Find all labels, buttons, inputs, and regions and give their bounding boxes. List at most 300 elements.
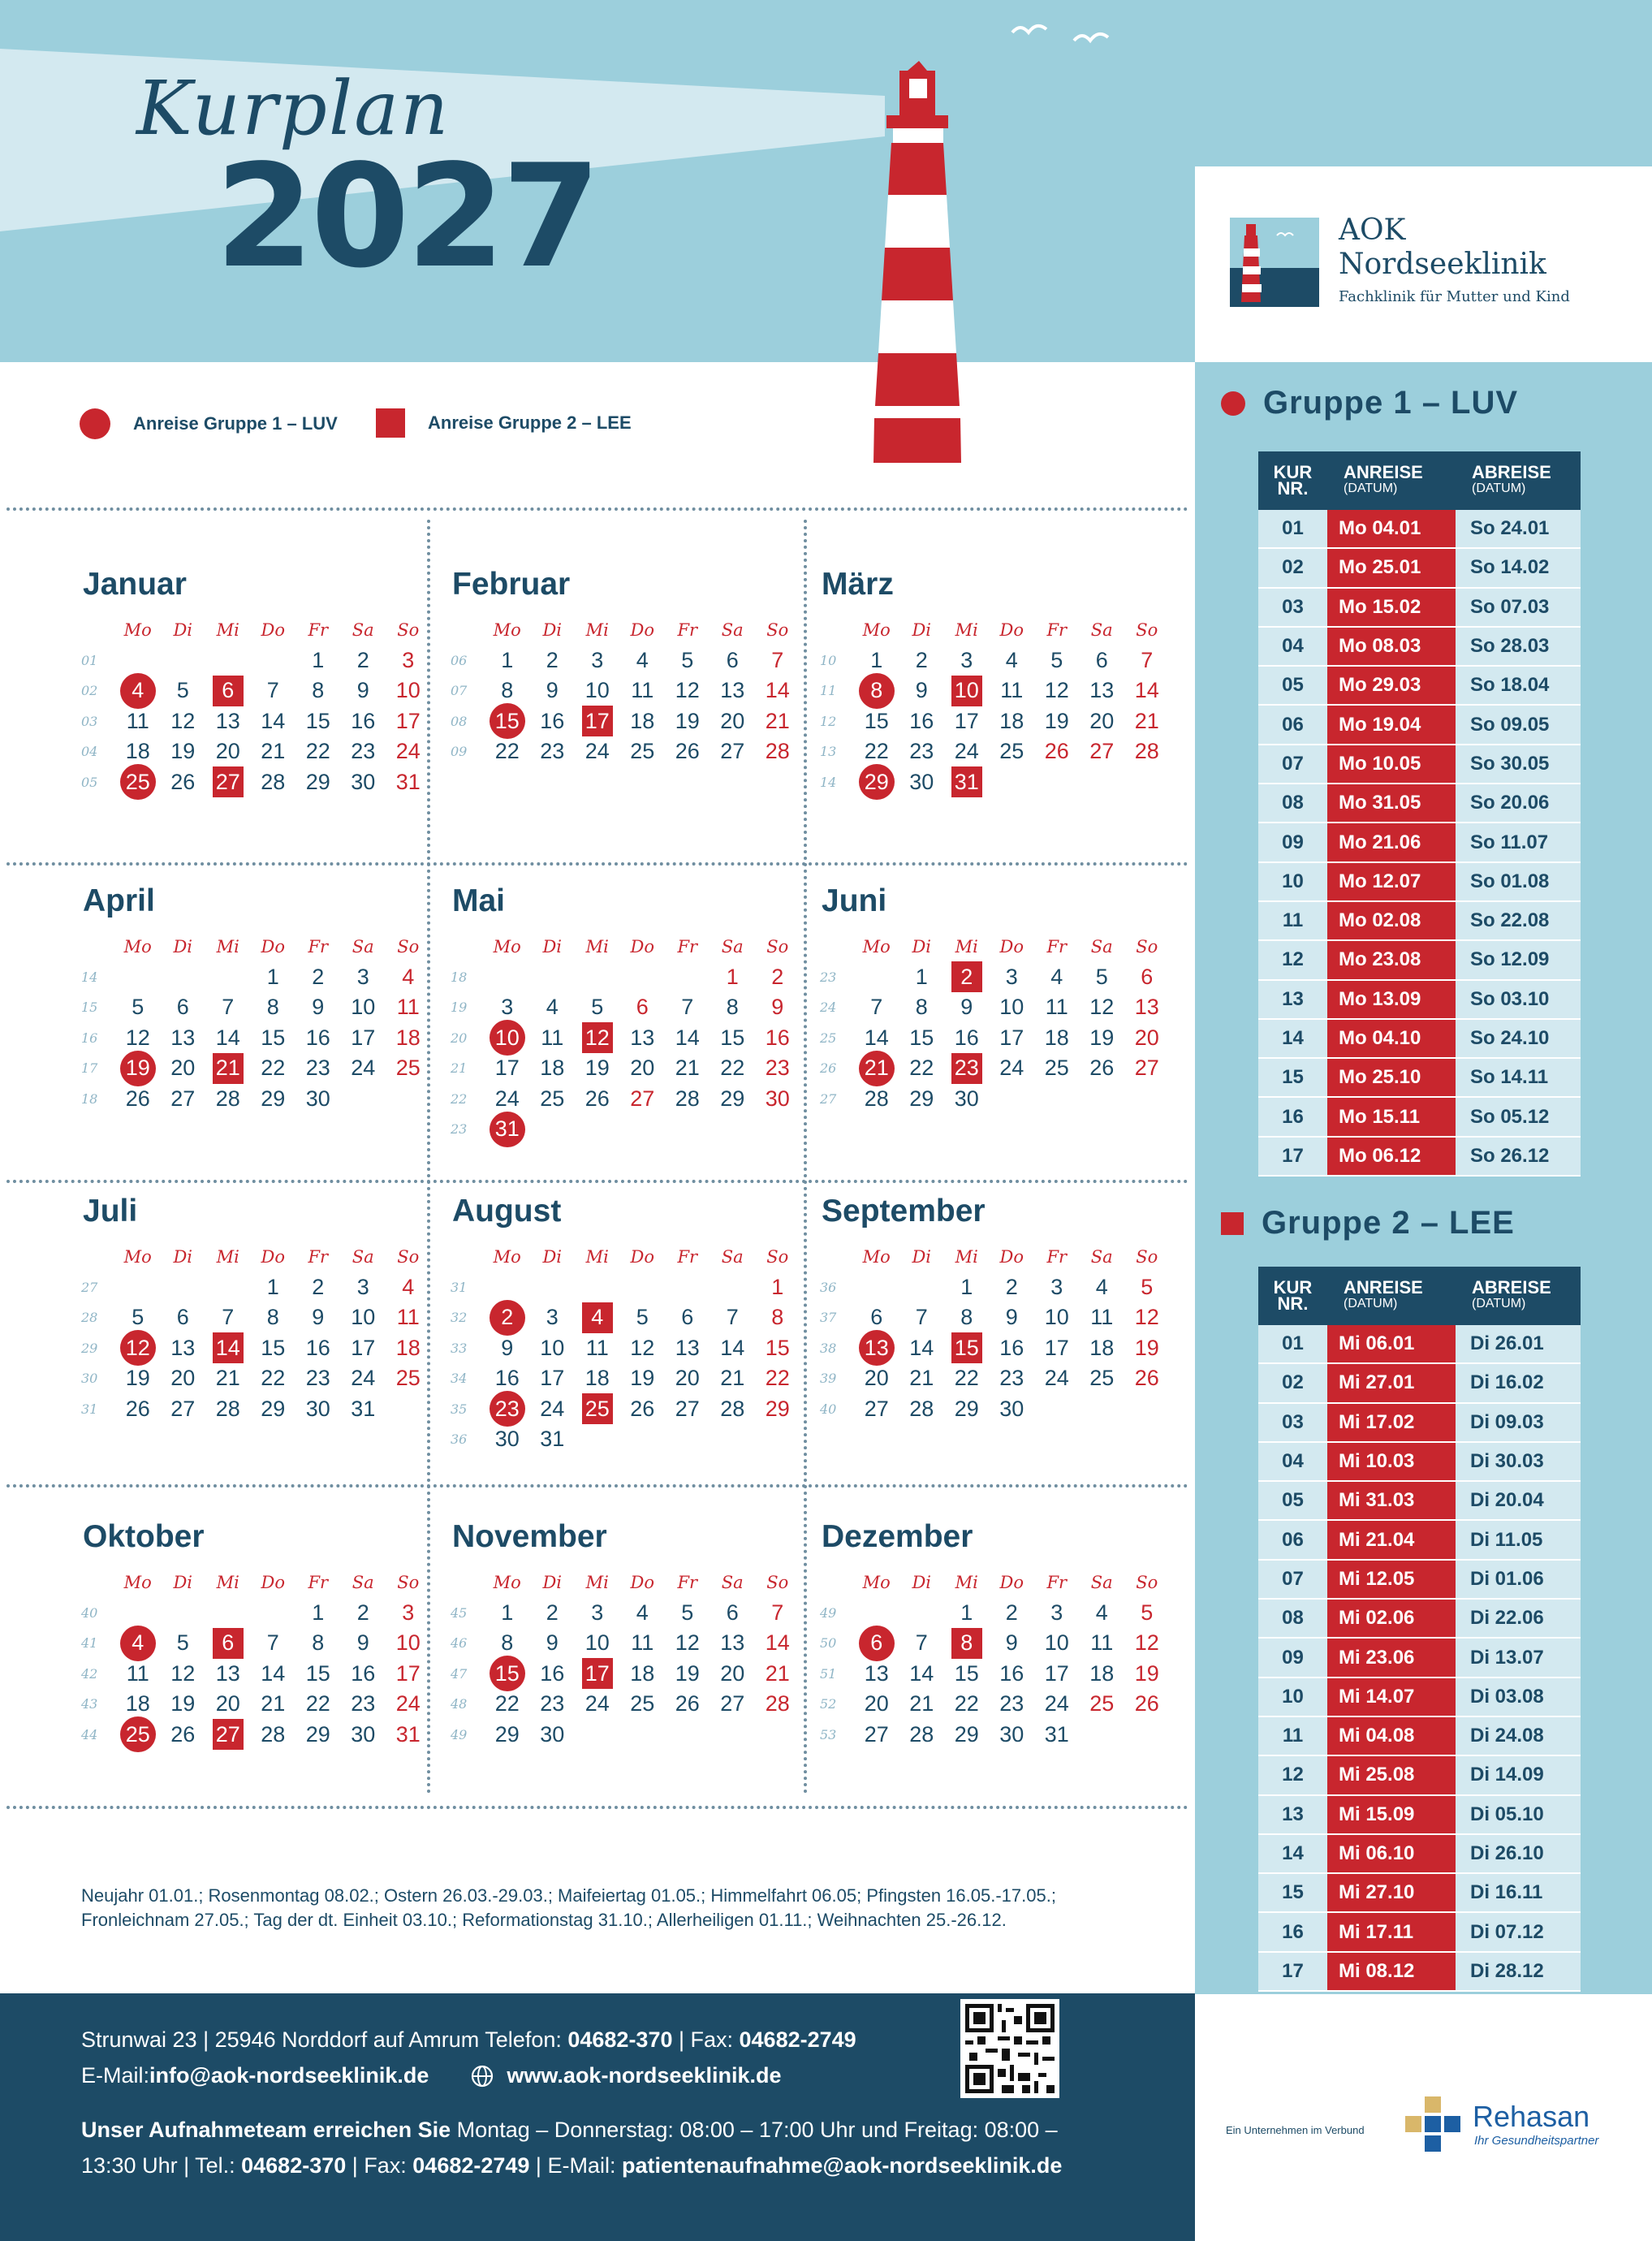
day-cell: 23 — [999, 1691, 1024, 1716]
day-cell: 2 — [312, 1274, 325, 1299]
day-cell: 3 — [591, 647, 604, 672]
arrival-date: Mi 23.06 — [1327, 1639, 1456, 1676]
day-cell: 17 — [351, 1335, 376, 1360]
day-cell: 20 — [630, 1056, 655, 1081]
day-cell: 24 — [954, 739, 979, 764]
week-number: 39 — [820, 1371, 837, 1387]
day-cell: 6 — [681, 1305, 694, 1330]
day-cell: 14 — [765, 678, 790, 703]
departure-date: Di 09.03 — [1456, 1404, 1581, 1441]
day-cell: 4 — [546, 995, 559, 1020]
email-link[interactable]: info@aok-nordseeklinik.de — [149, 2063, 429, 2088]
weekday-header: Mi — [955, 1246, 978, 1267]
month-grid — [820, 1567, 1193, 1750]
week-number: 13 — [820, 744, 837, 760]
day-cell-group2-arrival: 27 — [213, 1719, 244, 1750]
table-row — [1258, 1717, 1581, 1756]
day-cell-group2-arrival: 17 — [582, 1658, 613, 1689]
day-cell: 14 — [215, 1025, 240, 1050]
arrival-date: Mo 04.10 — [1327, 1020, 1456, 1057]
day-cell: 9 — [356, 1630, 369, 1656]
week-number: 08 — [451, 713, 468, 729]
day-cell: 21 — [215, 1366, 240, 1391]
weekday-header: Mo — [862, 936, 891, 956]
day-cell: 27 — [630, 1086, 655, 1111]
day-cell: 17 — [395, 1660, 421, 1686]
day-cell: 30 — [540, 1721, 565, 1747]
weekday-header: So — [397, 1572, 420, 1592]
departure-date: So 12.09 — [1456, 941, 1581, 978]
arrival-date: Mo 12.07 — [1327, 863, 1456, 900]
day-cell: 16 — [999, 1660, 1024, 1686]
day-cell: 24 — [999, 1056, 1024, 1081]
day-cell: 19 — [675, 1660, 700, 1686]
email-label: E-Mail: — [81, 2063, 150, 2088]
day-cell: 18 — [125, 1691, 150, 1716]
day-cell: 12 — [170, 708, 196, 733]
day-cell: 28 — [765, 1691, 790, 1716]
weekday-header: Mi — [585, 1572, 609, 1592]
week-number: 45 — [451, 1604, 468, 1621]
day-cell: 20 — [720, 708, 745, 733]
month-name: Oktober — [83, 1519, 205, 1554]
day-cell: 11 — [541, 1025, 564, 1050]
weekday-header: Di — [173, 936, 193, 956]
day-cell: 10 — [351, 1305, 376, 1330]
website-link[interactable]: www.aok-nordseeklinik.de — [507, 2063, 782, 2088]
week-number: 26 — [820, 1060, 837, 1077]
col-anreise-label: ANREISE — [1344, 1277, 1423, 1298]
month-grid — [451, 931, 824, 1145]
table-row — [1258, 1953, 1581, 1992]
kur-number: 16 — [1258, 1098, 1327, 1135]
weekday-header: Do — [261, 1572, 285, 1592]
day-cell: 12 — [675, 678, 700, 703]
day-cell: 21 — [909, 1366, 934, 1391]
departure-date: Di 24.08 — [1456, 1717, 1581, 1755]
day-cell-group2-arrival: 10 — [951, 676, 982, 706]
week-number: 35 — [451, 1401, 468, 1417]
col-kur-a: KUR — [1273, 1277, 1313, 1298]
month-name: August — [452, 1194, 562, 1228]
day-cell: 11 — [396, 995, 420, 1020]
weekday-header: Sa — [721, 620, 744, 640]
weekday-header: Mi — [216, 620, 239, 640]
day-cell: 21 — [765, 708, 790, 733]
day-cell: 5 — [1050, 647, 1063, 672]
day-cell: 5 — [176, 1630, 189, 1656]
weekday-header: So — [397, 1246, 420, 1267]
day-cell: 17 — [954, 708, 979, 733]
day-cell: 2 — [312, 964, 325, 989]
group2-panel — [1195, 1182, 1652, 1994]
footer-team-line1 — [81, 2118, 1058, 2143]
partner-name: Rehasan — [1473, 2100, 1590, 2133]
title-kurplan: Kurplan — [136, 65, 451, 152]
col-anreise-sub: (DATUM) — [1344, 481, 1398, 495]
kur-number: 15 — [1258, 1874, 1327, 1911]
day-cell: 16 — [765, 1025, 790, 1050]
day-cell: 31 — [395, 769, 421, 794]
col-kur — [1258, 451, 1327, 510]
square-marker-icon — [1221, 1212, 1244, 1235]
table-row — [1258, 784, 1581, 823]
week-number: 36 — [820, 1279, 837, 1295]
month-name: September — [822, 1194, 986, 1228]
month-grid — [820, 1241, 1193, 1424]
week-number: 31 — [451, 1279, 468, 1295]
day-cell: 27 — [1134, 1056, 1159, 1081]
departure-date: So 30.05 — [1456, 745, 1581, 783]
weekday-header: Mo — [493, 1572, 521, 1592]
table-row — [1258, 823, 1581, 862]
col-abreise-sub: (DATUM) — [1472, 481, 1526, 495]
day-cell: 24 — [1044, 1366, 1069, 1391]
weekday-header: Do — [630, 1572, 654, 1592]
weekday-header: Do — [999, 1246, 1024, 1267]
kur-number: 05 — [1258, 1482, 1327, 1519]
day-cell: 6 — [726, 1600, 739, 1625]
departure-date: Di 11.05 — [1456, 1521, 1581, 1558]
day-cell: 20 — [170, 1056, 196, 1081]
day-cell: 28 — [909, 1721, 934, 1747]
day-cell: 23 — [999, 1366, 1024, 1391]
day-cell: 15 — [305, 708, 330, 733]
day-cell: 27 — [170, 1396, 196, 1421]
team-fax-label: | Fax: — [346, 2153, 413, 2178]
kur-number: 16 — [1258, 1913, 1327, 1950]
day-cell: 27 — [170, 1086, 196, 1111]
day-cell: 3 — [1050, 1600, 1063, 1625]
arrival-date: Mo 10.05 — [1327, 745, 1456, 783]
day-cell: 11 — [1090, 1305, 1114, 1330]
day-cell: 21 — [720, 1366, 745, 1391]
table-row — [1258, 1482, 1581, 1521]
month-grid — [451, 615, 824, 767]
phone-link[interactable]: 04682-370 — [567, 2027, 673, 2052]
week-number: 52 — [820, 1696, 837, 1712]
table-row — [1258, 589, 1581, 628]
day-cell-group1-arrival: 25 — [120, 1716, 156, 1752]
day-cell: 13 — [720, 1630, 745, 1656]
col-anreise — [1327, 1267, 1456, 1325]
month-november — [451, 1521, 824, 1750]
day-cell-group1-arrival: 6 — [859, 1626, 895, 1661]
day-cell: 28 — [215, 1396, 240, 1421]
day-cell: 8 — [501, 678, 514, 703]
day-cell-group2-arrival: 23 — [951, 1053, 982, 1084]
day-cell: 18 — [630, 708, 655, 733]
day-cell: 2 — [915, 647, 928, 672]
day-cell: 12 — [1089, 995, 1115, 1020]
month-grid — [451, 1567, 824, 1750]
month-name: April — [83, 883, 155, 918]
col-kur-b: NR. — [1277, 1293, 1309, 1314]
day-cell: 26 — [1089, 1056, 1115, 1081]
team-phone-link[interactable]: 04682-370 — [241, 2153, 347, 2178]
month-may — [451, 885, 824, 1145]
day-cell: 26 — [1044, 739, 1069, 764]
day-cell-group1-arrival: 8 — [859, 673, 895, 709]
day-cell: 22 — [909, 1056, 934, 1081]
week-number: 14 — [81, 969, 98, 985]
day-cell: 1 — [726, 964, 739, 989]
day-cell: 23 — [909, 739, 934, 764]
arrival-date: Mo 21.06 — [1327, 823, 1456, 861]
partner-note: Ein Unternehmen im Verbund — [1226, 2124, 1365, 2136]
week-number: 46 — [451, 1635, 468, 1652]
day-cell: 26 — [584, 1086, 610, 1111]
table-row — [1258, 1913, 1581, 1952]
arrival-date: Mi 04.08 — [1327, 1717, 1456, 1755]
weekday-header: Sa — [1090, 620, 1113, 640]
logo-box — [1195, 166, 1652, 362]
day-cell-group1-arrival: 13 — [859, 1330, 895, 1366]
kur-number: 12 — [1258, 1756, 1327, 1794]
day-cell: 22 — [261, 1366, 286, 1391]
day-cell: 26 — [675, 739, 700, 764]
kur-number: 11 — [1258, 1717, 1327, 1755]
week-number: 27 — [81, 1279, 98, 1295]
weekday-header: Fr — [308, 620, 329, 640]
week-number: 12 — [820, 713, 837, 729]
day-cell: 5 — [1095, 964, 1108, 989]
day-cell: 25 — [540, 1086, 565, 1111]
day-cell: 11 — [631, 678, 654, 703]
weekday-header: Do — [999, 1572, 1024, 1592]
day-cell: 30 — [305, 1086, 330, 1111]
weekday-header: So — [397, 620, 420, 640]
kur-number: 10 — [1258, 1678, 1327, 1716]
day-cell: 14 — [261, 1660, 286, 1686]
day-cell: 27 — [720, 1691, 745, 1716]
table-row — [1258, 667, 1581, 706]
day-cell: 4 — [636, 647, 649, 672]
group1-table — [1258, 451, 1581, 1177]
table-row — [1258, 981, 1581, 1020]
weekday-header: So — [1136, 620, 1158, 640]
kur-number: 08 — [1258, 1600, 1327, 1637]
day-cell: 12 — [125, 1025, 150, 1050]
day-cell: 13 — [675, 1335, 700, 1360]
day-cell: 8 — [266, 1305, 279, 1330]
day-cell-group1-arrival: 23 — [490, 1391, 525, 1427]
day-cell: 9 — [960, 995, 973, 1020]
weekday-header: So — [1136, 1246, 1158, 1267]
holiday-list — [81, 1884, 1153, 1932]
day-cell: 16 — [351, 1660, 376, 1686]
day-cell: 9 — [546, 678, 559, 703]
table-row — [1258, 510, 1581, 549]
day-cell: 12 — [1134, 1305, 1159, 1330]
day-cell: 29 — [765, 1396, 790, 1421]
month-grid — [81, 1567, 455, 1750]
divider — [6, 1806, 1188, 1809]
day-cell-group1-arrival: 12 — [120, 1330, 156, 1366]
day-cell: 12 — [1044, 678, 1069, 703]
day-cell: 28 — [864, 1086, 889, 1111]
day-cell: 8 — [266, 995, 279, 1020]
day-cell: 5 — [591, 995, 604, 1020]
week-number: 37 — [820, 1310, 837, 1326]
day-cell-group1-arrival: 31 — [490, 1112, 525, 1147]
day-cell: 13 — [170, 1025, 196, 1050]
day-cell: 6 — [176, 995, 189, 1020]
departure-date: So 20.06 — [1456, 784, 1581, 822]
day-cell: 15 — [765, 1335, 790, 1360]
footer-team-line2 — [81, 2153, 1062, 2178]
weekday-header: Di — [912, 1572, 932, 1592]
weekday-header: Fr — [1046, 1246, 1068, 1267]
day-cell: 3 — [402, 647, 415, 672]
day-cell: 19 — [1089, 1025, 1115, 1050]
day-cell: 10 — [584, 1630, 610, 1656]
day-cell: 5 — [636, 1305, 649, 1330]
day-cell: 8 — [312, 678, 325, 703]
day-cell-group2-arrival: 14 — [213, 1332, 244, 1363]
day-cell: 19 — [584, 1056, 610, 1081]
day-cell: 25 — [1089, 1691, 1115, 1716]
departure-date: Di 14.09 — [1456, 1756, 1581, 1794]
kur-number: 02 — [1258, 549, 1327, 586]
day-cell: 31 — [540, 1427, 565, 1452]
day-cell: 18 — [395, 1335, 421, 1360]
table-header — [1258, 451, 1581, 510]
day-cell: 11 — [631, 1630, 654, 1656]
weekday-header: Fr — [677, 1572, 698, 1592]
day-cell: 16 — [305, 1025, 330, 1050]
day-cell: 29 — [954, 1396, 979, 1421]
team-mail-label: | E-Mail: — [529, 2153, 622, 2178]
day-cell: 14 — [909, 1335, 934, 1360]
weekday-header: Mo — [123, 1572, 152, 1592]
day-cell: 10 — [395, 1630, 421, 1656]
day-cell: 15 — [909, 1025, 934, 1050]
day-cell: 1 — [960, 1274, 973, 1299]
lighthouse-icon — [869, 61, 974, 467]
day-cell: 1 — [501, 1600, 514, 1625]
day-cell: 16 — [954, 1025, 979, 1050]
day-cell: 22 — [494, 1691, 520, 1716]
clinic-logo-icon — [1230, 218, 1319, 307]
weekday-header: Mo — [123, 936, 152, 956]
departure-date: So 26.12 — [1456, 1138, 1581, 1175]
day-cell: 9 — [771, 995, 784, 1020]
weekday-header: Mi — [955, 620, 978, 640]
arrival-date: Mi 08.12 — [1327, 1953, 1456, 1990]
day-cell: 1 — [870, 647, 883, 672]
day-cell: 11 — [585, 1335, 609, 1360]
day-cell: 19 — [1044, 708, 1069, 733]
footer-contact-line — [81, 2063, 782, 2088]
arrival-date: Mo 25.01 — [1327, 549, 1456, 586]
weekday-header: Mo — [123, 1246, 152, 1267]
day-cell: 3 — [402, 1600, 415, 1625]
month-grid — [820, 615, 1193, 797]
week-number: 05 — [81, 774, 98, 790]
square-marker-icon — [376, 408, 405, 438]
arrival-date: Mo 31.05 — [1327, 784, 1456, 822]
day-cell: 19 — [170, 1691, 196, 1716]
weekday-header: Mi — [216, 936, 239, 956]
day-cell-group2-arrival: 31 — [951, 766, 982, 797]
day-cell: 20 — [215, 739, 240, 764]
team-tel-label: 13:30 Uhr | Tel.: — [81, 2153, 242, 2178]
table-row — [1258, 1600, 1581, 1639]
day-cell: 13 — [1089, 678, 1115, 703]
day-cell: 22 — [494, 739, 520, 764]
kur-number: 03 — [1258, 1404, 1327, 1441]
day-cell-group1-arrival: 15 — [490, 1656, 525, 1691]
day-cell: 18 — [1044, 1025, 1069, 1050]
week-number: 42 — [81, 1665, 98, 1682]
week-number: 21 — [451, 1060, 468, 1077]
week-number: 02 — [81, 683, 98, 699]
day-cell: 1 — [312, 647, 325, 672]
day-cell: 3 — [356, 964, 369, 989]
day-cell: 17 — [540, 1366, 565, 1391]
team-heading: Unser Aufnahmeteam erreichen Sie — [81, 2118, 451, 2142]
weekday-header: Mo — [862, 1246, 891, 1267]
day-cell: 7 — [870, 995, 883, 1020]
legend-group2-label: Anreise Gruppe 2 – LEE — [428, 412, 632, 433]
table-row — [1258, 549, 1581, 588]
day-cell: 20 — [1089, 708, 1115, 733]
departure-date: Di 05.10 — [1456, 1796, 1581, 1833]
day-cell: 14 — [720, 1335, 745, 1360]
day-cell: 3 — [591, 1600, 604, 1625]
departure-date: Di 26.10 — [1456, 1835, 1581, 1872]
kur-number: 07 — [1258, 745, 1327, 783]
day-cell: 26 — [125, 1396, 150, 1421]
day-cell: 2 — [356, 647, 369, 672]
day-cell: 2 — [356, 1600, 369, 1625]
day-cell-group1-arrival: 4 — [120, 673, 156, 709]
departure-date: So 05.12 — [1456, 1098, 1581, 1135]
weekday-header: Di — [173, 620, 193, 640]
week-number: 16 — [81, 1030, 98, 1046]
table-row — [1258, 902, 1581, 941]
day-cell: 20 — [170, 1366, 196, 1391]
day-cell: 9 — [356, 678, 369, 703]
day-cell: 13 — [720, 678, 745, 703]
day-cell: 1 — [312, 1600, 325, 1625]
day-cell: 6 — [1095, 647, 1108, 672]
day-cell: 20 — [675, 1366, 700, 1391]
team-email-link[interactable]: patientenaufnahme@aok-nordseeklinik.de — [621, 2153, 1063, 2178]
week-number: 07 — [451, 683, 468, 699]
weekday-header: Fr — [308, 1572, 329, 1592]
day-cell: 7 — [915, 1630, 928, 1656]
month-march — [820, 568, 1193, 797]
day-cell-group1-arrival: 4 — [120, 1626, 156, 1661]
day-cell: 16 — [305, 1335, 330, 1360]
weekday-header: Do — [630, 936, 654, 956]
day-cell: 18 — [125, 739, 150, 764]
month-grid — [820, 931, 1193, 1114]
day-cell: 2 — [771, 964, 784, 989]
day-cell: 18 — [1089, 1335, 1115, 1360]
weekday-header: Di — [912, 620, 932, 640]
departure-date: Di 30.03 — [1456, 1443, 1581, 1480]
week-number: 22 — [451, 1090, 468, 1107]
qr-code[interactable] — [960, 1999, 1059, 2098]
day-cell: 30 — [954, 1086, 979, 1111]
weekday-header: Mo — [493, 936, 521, 956]
departure-date: So 01.08 — [1456, 863, 1581, 900]
arrival-date: Mi 17.02 — [1327, 1404, 1456, 1441]
day-cell: 23 — [351, 1691, 376, 1716]
